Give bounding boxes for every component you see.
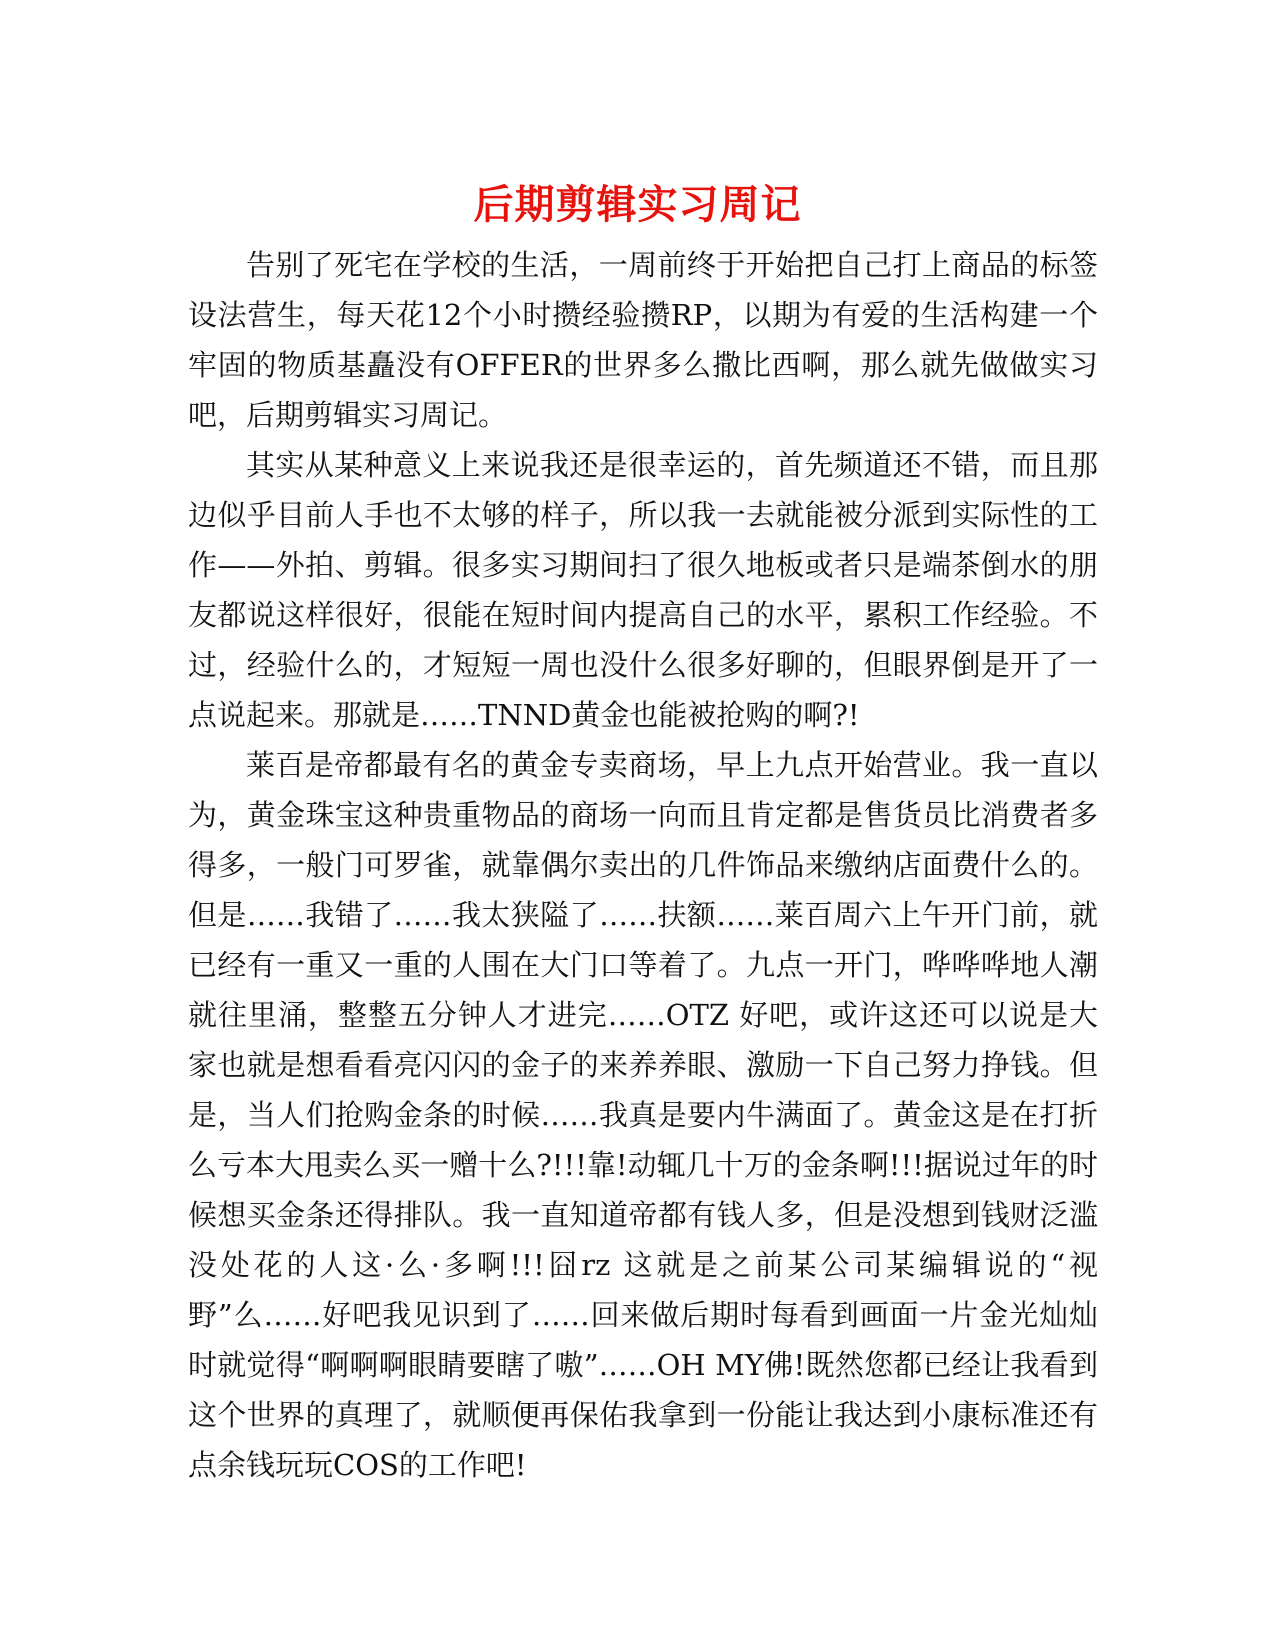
paragraph-3: 莱百是帝都最有名的黄金专卖商场，早上九点开始营业。我一直以为，黄金珠宝这种贵重物品的商场一向而且肯定都是售货员比消费者多得多，一般门可罗雀，就靠偶尔卖出的几件饰品来缴纳店面费什么的。但是……我错了……我太狭隘了……扶额……莱百周六上午开门前，就已经有一重又一重的人围在大门口等着了。九点一开门，哗哗哗地人潮就往里涌，整整五分钟人才进完……OTZ 好吧，或许这还可以说是大家也就是想看看亮闪闪的金子的来养养眼、激励一下自己努力挣钱。但是，当人们抢购金条的时候……我真是要内牛满面了。黄金这是在打折么亏本大甩卖么买一赠十么?!!!靠!动辄几十万的金条啊!!!据说过年的时候想买金条还得排队。我一直知道帝都有钱人多，但是没想到钱财泛滥没处花的人这·么·多啊!!!囧rz 这就是之前某公司某编辑说的“视野”么……好吧我见识到了……回来做后期时每看到画面一片金光灿灿时就觉得“啊啊啊眼睛要瞎了嗷”……OH MY佛!既然您都已经让我看到这个世界的真理了，就顺便再保佑我拿到一份能让我达到小康标准还有点余钱玩玩COS的工作吧! [188, 748, 1098, 1482]
paragraph-2: 其实从某种意义上来说我还是很幸运的，首先频道还不错，而且那边似乎目前人手也不太够的样子，所以我一去就能被分派到实际性的工作——外拍、剪辑。很多实习期间扫了很久地板或者只是端茶倒水的朋友都说这样很好，很能在短时间内提高自己的水平，累积工作经验。不过，经验什么的，才短短一周也没什么很多好聊的，但眼界倒是开了一点说起来。那就是……TNND黄金也能被抢购的啊?! [188, 448, 1098, 732]
document-body [188, 240, 1098, 1490]
paragraph-1: 告别了死宅在学校的生活，一周前终于开始把自己打上商品的标签设法营生，每天花12个小时攒经验攒RP，以期为有爱的生活构建一个牢固的物质基矗没有OFFER的世界多么撒比西啊，那么就先做做实习吧，后期剪辑实习周记。 [188, 248, 1098, 432]
document-title: 后期剪辑实习周记 [473, 180, 802, 228]
